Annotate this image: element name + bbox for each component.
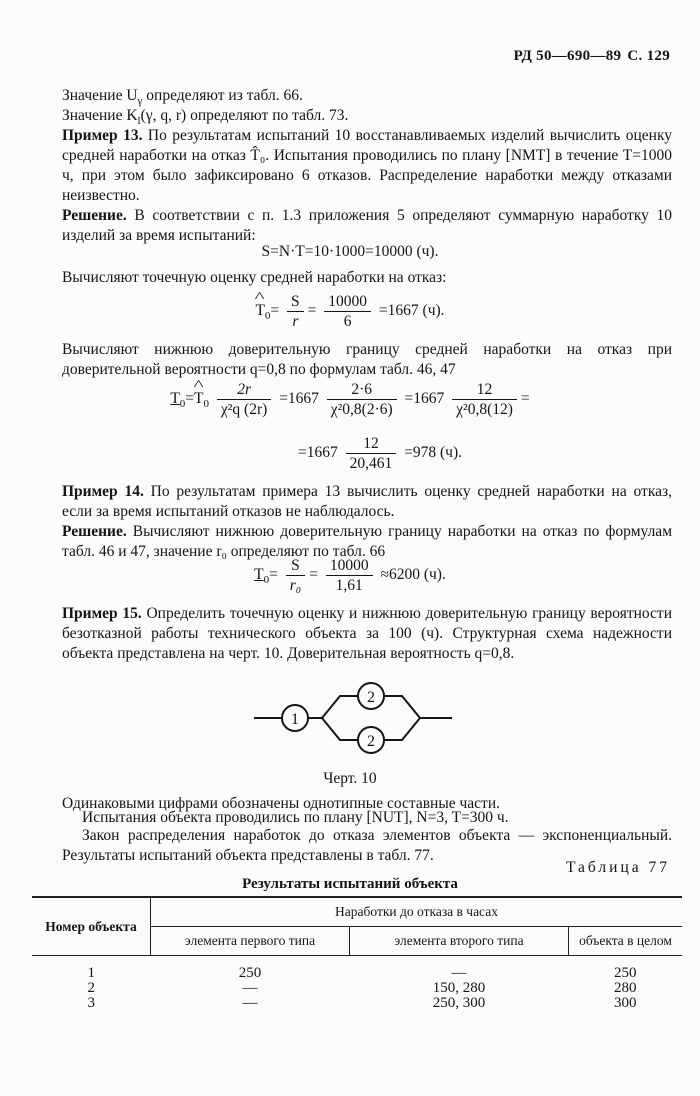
page-header (514, 46, 670, 66)
header-object-total: объекта в целом (569, 927, 683, 956)
solution-13-paragraph (62, 206, 672, 246)
example-15-text: Определить точечную оценку и нижнюю доверительную границу вероятности безотказной работы технического объекта за 100 (ч). Структурная схема надежности объекта представлена на черт. 10. Доверительная вероятность q=0,8. (62, 605, 672, 662)
table-title: Результаты испытаний объекта (242, 876, 458, 892)
example-14-paragraph (62, 482, 672, 522)
document-code: РД 50—690—89 (513, 48, 622, 64)
point-estimate-text: Вычисляют точечную оценку средней наработки на отказ: (62, 269, 447, 286)
formula-lower-bound-line1: $T_0=\^{}$ $T_0$ $\frac{2r}{\text{χ²q (2r)}}$ =1667 $\frac{2\cdot 6}{\text{χ²0,8(2·6)}}$ =1667 $\frac{12}{\text{χ²0,8(12)}}$ = (0, 380, 700, 419)
example-15-label: Пример 15. (62, 605, 142, 622)
solution-13-text: В соответствии с п. 1.3 приложения 5 определяют суммарную наработку 10 изделий за время испытаний: (62, 207, 672, 244)
equation-s: S=N·T=10·1000=10000 (ч). (261, 243, 439, 260)
header-object-number: Номер объекта (32, 897, 151, 956)
reliability-diagram (240, 672, 460, 768)
test-plan-text: Испытания объекта проводились по плану [NUT], N=3, T=300 ч. (82, 809, 509, 826)
solution-14-label: Решение. (62, 523, 127, 540)
distribution-law-text: Закон распределения наработок до отказа элементов объекта — экспоненциальный. Результаты испытаний объекта представлены в табл. 77. (62, 827, 672, 864)
page-number: С. 129 (627, 48, 670, 64)
table-row: 3 — 250, 300 300 (87, 995, 637, 1011)
same-digits-text: Одинаковыми цифрами обозначены однотипные составные части. (62, 795, 500, 812)
header-failure-times: Наработки до отказа в часах (151, 897, 683, 927)
table-label: Таблица 77 (565, 859, 670, 876)
formula-zero-failures: $T_0=$ $\frac{S}{\text{r₀}}$ = $\frac{10000}{1,61}$ ≈6200 (ч). (254, 557, 446, 594)
example-13-label: Пример 13. (62, 127, 143, 144)
lower-bound-text: Вычисляют нижнюю доверительную границу средней наработки на отказ при доверительной вероятности q=0,8 по формулам табл. 46, 47 (62, 341, 672, 378)
example-14-text: По результатам примера 13 вычислить оценку средней наработки на отказ, если за время испытаний отказов не наблюдалось. (62, 483, 672, 520)
formula-point-estimate: ^ $T_0=$ $\frac{S}{r}$ = $\frac{10000}{6}$ =1667 (ч). (0, 292, 700, 331)
results-table (32, 896, 682, 1011)
example-14-label: Пример 14. (62, 483, 144, 500)
table-row: 1 250 — 250 (87, 965, 637, 981)
formula-lower-bound-line2: =1667 $\frac{12}{20,461}$ =978 (ч). (298, 435, 462, 472)
node-1-label: 1 (291, 711, 299, 728)
line-k-l: Значение $K_l(\gamma$, q, r) определяют по табл. 73. (62, 107, 349, 128)
table-row: 2 — 150, 280 280 (87, 980, 637, 996)
figure-caption: Черт. 10 (323, 770, 377, 787)
example-13-text: По результатам испытаний 10 восстанавливаемых изделий вычислить оценку средней наработки на отказ T̂₀. Испытания проводились по плану [NMT] в течение T=1000 ч, при этом было зафиксировано 6 отказов. Распределение наработки между отказами неизвестно. (62, 127, 672, 204)
node-2b-label: 2 (367, 733, 375, 750)
example-15-paragraph (62, 604, 672, 664)
solution-13-label: Решение. (62, 207, 127, 224)
header-second-type: элемента второго типа (350, 927, 569, 956)
solution-14-text: Вычисляют нижнюю доверительную границу наработки на отказ по формулам табл. 46 и 47, значение r₀ определяют по табл. 66 (62, 523, 672, 560)
header-first-type: элемента первого типа (151, 927, 350, 956)
node-2a-label: 2 (367, 689, 375, 706)
line-u-gamma: Значение $U_\gamma$ определяют из табл. 66. (62, 87, 303, 108)
example-13-paragraph (62, 126, 672, 206)
